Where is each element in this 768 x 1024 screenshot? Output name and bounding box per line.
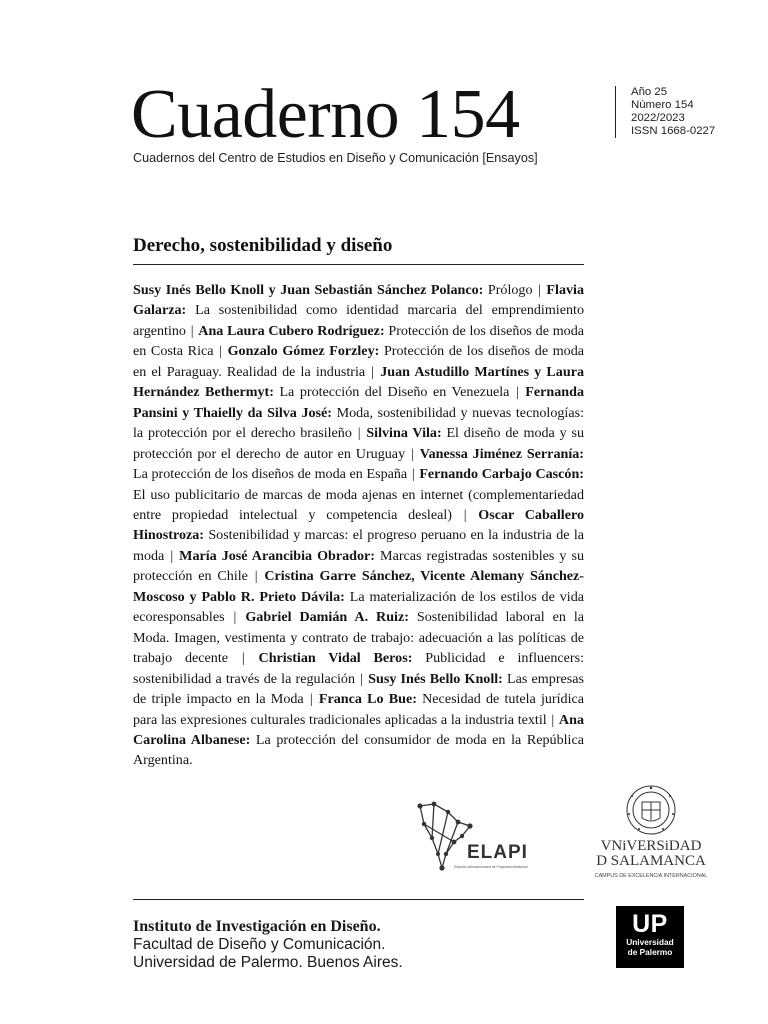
entry-authors: Franca Lo Bue: <box>318 691 417 708</box>
entry-authors: Ana Carolina Albanese: <box>133 711 584 748</box>
entry-separator: | <box>547 711 558 728</box>
institute-block <box>133 918 553 972</box>
entry-title: La protección del consumidor de moda en la República Argentina. <box>133 731 584 769</box>
salamanca-tagline: CAMPUS DE EXCELENCIA INTERNACIONAL <box>594 873 708 879</box>
entry-separator: | <box>356 670 368 687</box>
entry-separator: | <box>165 547 179 564</box>
entry-title: Protección de los diseños de moda en el Paraguay. Realidad de la industria <box>133 343 585 380</box>
faculty-name: Facultad de Diseño y Comunicación. <box>133 936 386 953</box>
entry-title: Prólogo <box>487 282 533 298</box>
entry-authors: Vanessa Jiménez Serranía: <box>419 445 584 462</box>
entry-authors: María José Arancibia Obrador: <box>179 547 376 564</box>
up-logo <box>616 906 684 968</box>
issue-period: 2022/2023 <box>631 112 685 124</box>
entry-authors: Cristina Garre Sánchez, Vicente Alemany Sánchez-Moscoso y Pablo R. Prieto Dávila: <box>133 568 584 605</box>
entry-authors: Christian Vidal Beros: <box>258 650 413 667</box>
institute-name: Instituto de Investigación en Diseño. <box>133 918 381 935</box>
up-logo-line2: de Palermo <box>627 946 673 957</box>
entry-authors: Silvina Vila: <box>366 425 442 442</box>
footer-divider <box>133 899 584 900</box>
entry-title: Publicidad e influencers: sostenibilidad a través de la regulación <box>133 650 584 687</box>
elapi-tagline: Escuela Latinoamericana de Propiedad Intelectual <box>454 865 528 869</box>
entry-title: Marcas registradas sostenibles y su protección en Chile <box>133 547 584 585</box>
issue-issn: ISSN 1668-0227 <box>631 125 716 137</box>
entry-separator: | <box>225 609 245 626</box>
entry-title: Protección de los diseños de moda en Costa Rica <box>133 322 585 360</box>
entry-title: La protección de los diseños de moda en España <box>133 466 408 483</box>
journal-subtitle: Cuadernos del Centro de Estudios en Diseño y Comunicación [Ensayos] <box>133 151 538 165</box>
entry-title: Moda, sostenibilidad y nuevas tecnologías: la protección por el derecho brasileño <box>133 404 584 442</box>
up-logo-line1: Universidad <box>626 937 674 947</box>
entry-separator: | <box>406 445 419 462</box>
entry-authors: Gonzalo Gómez Forzley: <box>227 343 380 360</box>
university-name: Universidad de Palermo. Buenos Aires. <box>133 954 403 971</box>
up-logo-mark: UP <box>632 910 668 938</box>
entry-authors: Gabriel Damián A. Ruiz: <box>245 609 409 626</box>
elapi-name: ELAPI <box>467 842 528 863</box>
entry-title: El diseño de moda y su protección por el derecho de autor en Uruguay <box>133 425 584 462</box>
entry-separator: | <box>248 568 264 585</box>
entry-title: La sostenibilidad como identidad marcaria del emprendimiento argentino <box>133 302 584 339</box>
entry-separator: | <box>452 506 478 523</box>
entry-title: Sostenibilidad y marcas: el progreso peruano en la industria de la moda <box>133 527 584 564</box>
entry-separator: | <box>304 691 318 708</box>
entry-authors: Susy Inés Bello Knoll: <box>368 670 503 687</box>
entry-authors: Ana Laura Cubero Rodríguez: <box>198 322 385 339</box>
entry-title: La protección del Diseño en Venezuela <box>279 384 510 401</box>
entry-separator: | <box>366 363 380 380</box>
salamanca-line1: VNiVERSiDAD <box>600 838 702 854</box>
salamanca-logo <box>582 780 720 880</box>
section-title: Derecho, sostenibilidad y diseño <box>133 235 393 256</box>
entry-title: Sostenibilidad laboral en la Moda. Imagen, vestimenta y contrato de trabajo: adecuación a las políticas de trabajo decente <box>133 609 584 667</box>
entry-separator: | <box>352 425 366 442</box>
meta-divider <box>615 86 616 138</box>
entry-separator: | <box>229 650 258 667</box>
entry-title: Necesidad de tutela jurídica para las expresiones culturales tradicionales aplicadas a la industria textil <box>133 691 585 728</box>
entry-separator: | <box>533 282 546 298</box>
entry-authors: Flavia Galarza: <box>133 282 585 319</box>
entry-authors: Fernando Carbajo Cascón: <box>419 466 584 483</box>
entry-authors: Susy Inés Bello Knoll y Juan Sebastián Sánchez Polanco: <box>133 282 484 298</box>
entry-authors: Fernanda Pansini y Thaielly da Silva José: <box>133 384 585 421</box>
entry-title: El uso publicitario de marcas de moda ajenas en internet (complementariedad entre propiedad intelectual y competencia desleal) <box>133 486 584 523</box>
issue-meta <box>631 86 751 138</box>
entry-separator: | <box>408 466 419 483</box>
table-of-contents <box>133 280 584 771</box>
entry-title: Las empresas de triple impacto en la Moda <box>133 670 584 708</box>
issue-year: Año 25 <box>631 86 668 98</box>
salamanca-line2: D SALAMANCA <box>596 853 706 869</box>
entry-separator: | <box>510 384 525 401</box>
entry-separator: | <box>214 343 227 360</box>
entry-authors: Oscar Caballero Hinostroza: <box>133 506 584 544</box>
entry-title: La materialización de los estilos de vida ecoresponsables <box>133 588 584 626</box>
entry-authors: Juan Astudillo Martínes y Laura Hernández Bethermyt: <box>133 363 584 401</box>
section-divider <box>133 264 584 265</box>
journal-title: Cuaderno 154 <box>131 76 520 153</box>
issue-number: Número 154 <box>631 99 694 111</box>
entry-separator: | <box>186 322 198 339</box>
elapi-logo <box>410 796 544 872</box>
